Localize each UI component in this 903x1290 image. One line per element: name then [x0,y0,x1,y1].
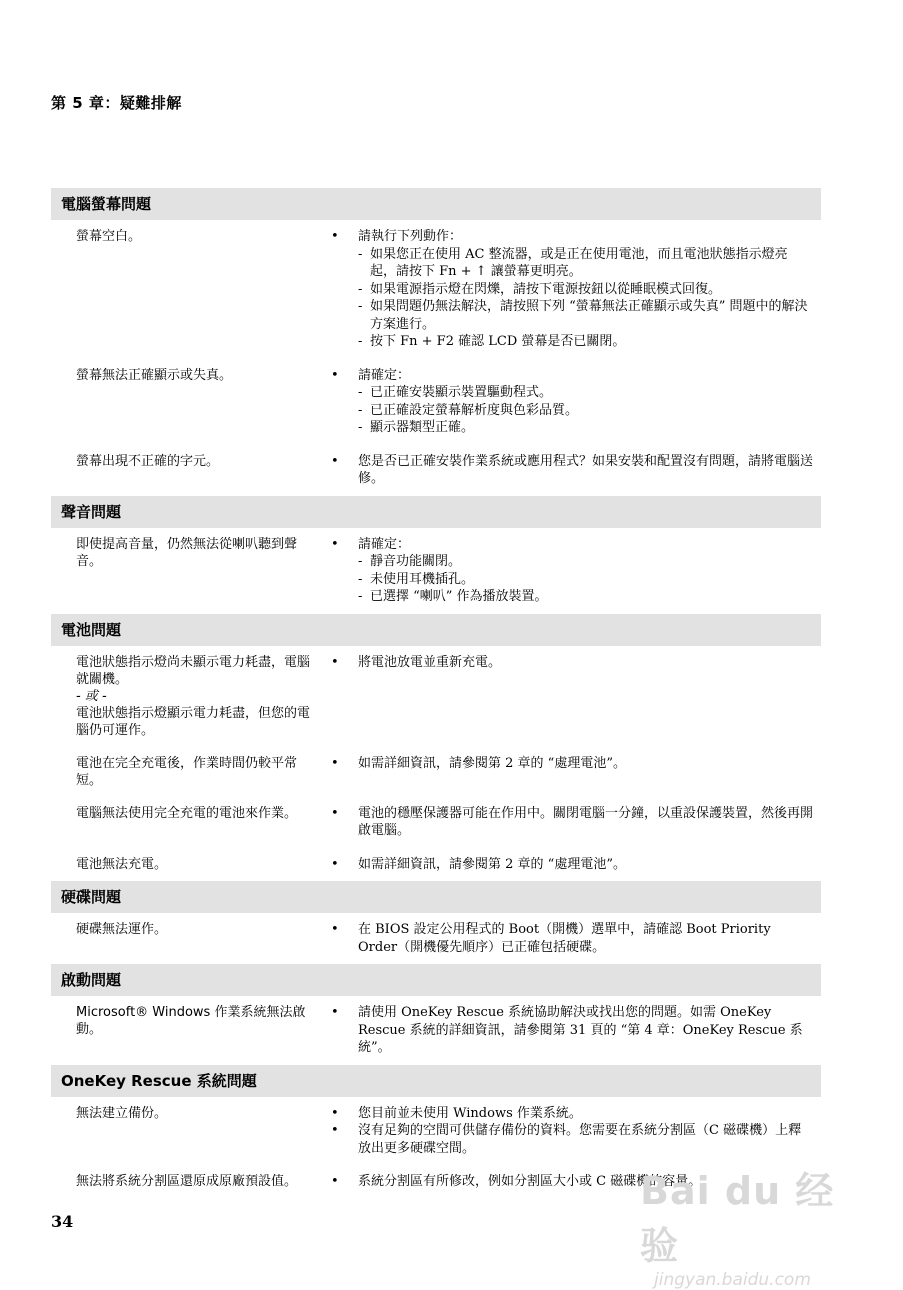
solution-text: 請執行下列動作： [358,229,463,244]
table-row [51,445,821,496]
solution-cell [331,453,821,488]
table-row [51,747,821,797]
problem-cell [76,805,321,840]
section-header: 電池問題 [51,614,821,646]
solution-bullet [331,367,821,437]
solution-bullet [331,805,821,840]
problem-cell [76,367,321,437]
solution-text: 電池的穩壓保護器可能在作用中。關閉電腦一分鐘，以重設保護裝置，然後再開啟電腦。 [358,805,814,838]
bullet-dot-icon: • [331,536,339,552]
solution-cell [331,367,821,437]
section-header: 電腦螢幕問題 [51,188,821,220]
problem-text: - 或 - [76,688,107,704]
problem-text: 硬碟無法運作。 [76,922,168,937]
solution-bullet [331,228,821,351]
problem-text: Microsoft® Windows 作業系統無法啟動。 [76,1005,306,1037]
page-number: 34 [51,1212,74,1231]
problem-cell [76,755,321,789]
solution-sub-item: - 如果問題仍無法解決，請按照下列 “螢幕無法正確顯示或失真” 問題中的解決方案進行。 [358,299,808,332]
solution-sub-item: - 已正確設定螢幕解析度與色彩品質。 [358,402,579,418]
solution-sub-item: - 按下 Fn + F2 確認 LCD 螢幕是否已關閉。 [358,334,626,349]
section-header: 啟動問題 [51,964,821,996]
solution-cell [331,856,821,874]
problem-text: 無法將系統分割區還原成原廠預設值。 [76,1174,298,1189]
solution-bullet [331,1122,821,1157]
problem-cell [76,856,321,874]
watermark-brand: Bai du 经验 [640,1169,835,1268]
solution-sub-item: - 未使用耳機插孔。 [358,571,475,587]
solution-sub-item: - 顯示器類型正確。 [358,420,475,435]
problem-cell [76,1004,321,1057]
solution-text: 您目前並未使用 Windows 作業系統。 [358,1105,582,1121]
problem-text: 螢幕出現不正確的字元。 [76,453,220,469]
solution-cell [331,228,821,351]
solution-cell [331,536,821,606]
solution-text: 在 BIOS 設定公用程式的 Boot（開機）選單中，請確認 Boot Priority Order（開機優先順序）已正確包括硬碟。 [358,922,771,955]
solution-bullet [331,856,821,874]
bullet-dot-icon: • [331,1105,339,1121]
solution-bullet [331,453,821,488]
problem-text: 電池無法充電。 [76,856,168,872]
bullet-dot-icon: • [331,805,339,821]
solution-sub-item: - 如果您正在使用 AC 整流器，或是正在使用電池，而且電池狀態指示燈亮起，請按下 Fn + ↑ 讓螢幕更明亮。 [358,246,788,279]
solution-sub-item: - 已選擇 “喇叭” 作為播放裝置。 [358,589,548,604]
table-row [51,646,821,747]
section-header: OneKey Rescue 系統問題 [51,1065,821,1097]
bullet-dot-icon: • [331,654,339,670]
problem-text: 電池狀態指示燈尚未顯示電力耗盡，電腦就關機。 [76,654,311,687]
solution-cell [331,921,821,956]
section-header: 聲音問題 [51,496,821,528]
solution-bullet [331,755,821,773]
problem-cell [76,453,321,488]
solution-cell [331,654,821,739]
solution-text: 沒有足夠的空間可供儲存備份的資料。您需要在系統分割區（C 磁碟機）上釋放出更多硬碟空間。 [358,1123,802,1156]
solution-bullet [331,1004,821,1057]
solution-sub-item: - 如果電源指示燈在閃爍，請按下電源按鈕以從睡眠模式回復。 [358,281,722,297]
problem-cell [76,921,321,956]
section-header: 硬碟問題 [51,881,821,913]
table-row [51,797,821,848]
watermark-url: jingyan.baidu.com [654,1270,811,1290]
problem-cell [76,228,321,351]
solution-text: 您是否已正確安裝作業系統或應用程式？如果安裝和配置沒有問題，請將電腦送修。 [358,453,814,486]
solution-cell [331,1004,821,1057]
solution-sub-item: - 已正確安裝顯示裝置驅動程式。 [358,385,553,400]
problem-text: 即使提高音量，仍然無法從喇叭聽到聲音。 [76,536,298,569]
solution-text: 請確定： [358,367,411,383]
table-row [51,359,821,445]
solution-text: 系統分割區有所修改，例如分割區大小或 C 磁碟機的容量。 [358,1174,702,1189]
bullet-dot-icon: • [331,922,339,937]
problem-text: 電池在完全充電後，作業時間仍較平常短。 [76,755,298,788]
bullet-dot-icon: • [331,1123,339,1138]
bullet-dot-icon: • [331,229,339,244]
problem-cell [76,654,321,739]
problem-cell [76,536,321,606]
problem-cell [76,1173,321,1191]
table-row [51,996,821,1065]
problem-text: 電池狀態指示燈顯示電力耗盡，但您的電腦仍可運作。 [76,705,311,738]
solution-bullet [331,1105,821,1123]
watermark [640,1160,840,1290]
solution-bullet [331,654,821,672]
problem-text: 螢幕無法正確顯示或失真。 [76,367,233,383]
table-row [51,220,821,359]
solution-text: 請確定： [358,536,411,552]
bullet-dot-icon: • [331,856,339,872]
solution-cell [331,805,821,840]
table-row [51,848,821,882]
problem-text: 電腦無法使用完全充電的電池來作業。 [76,805,298,821]
solution-bullet [331,536,821,606]
chapter-title: 第 5 章：疑難排解 [51,94,182,112]
bullet-dot-icon: • [331,755,339,771]
table-row [51,528,821,614]
table-row [51,1097,821,1166]
bullet-dot-icon: • [331,1005,339,1020]
problem-text: 無法建立備份。 [76,1105,168,1121]
problem-text: 螢幕空白。 [76,229,142,244]
bullet-dot-icon: • [331,367,339,383]
bullet-dot-icon: • [331,453,339,469]
problem-cell [76,1105,321,1158]
troubleshooting-table [51,188,821,1199]
solution-text: 將電池放電並重新充電。 [358,654,502,670]
solution-cell [331,1105,821,1158]
solution-sub-item: - 靜音功能關閉。 [358,554,462,569]
bullet-dot-icon: • [331,1174,339,1189]
table-row [51,913,821,964]
solution-bullet [331,921,821,956]
solution-text: 請使用 OneKey Rescue 系統協助解決或找出您的問題。如需 OneKey Rescue 系統的詳細資訊，請參閱第 31 頁的 “第 4 章：OneKey Rescue 系統”。 [358,1005,803,1055]
solution-text: 如需詳細資訊，請參閱第 2 章的 “處理電池”。 [358,856,626,872]
solution-cell [331,755,821,789]
solution-text: 如需詳細資訊，請參閱第 2 章的 “處理電池”。 [358,755,626,771]
